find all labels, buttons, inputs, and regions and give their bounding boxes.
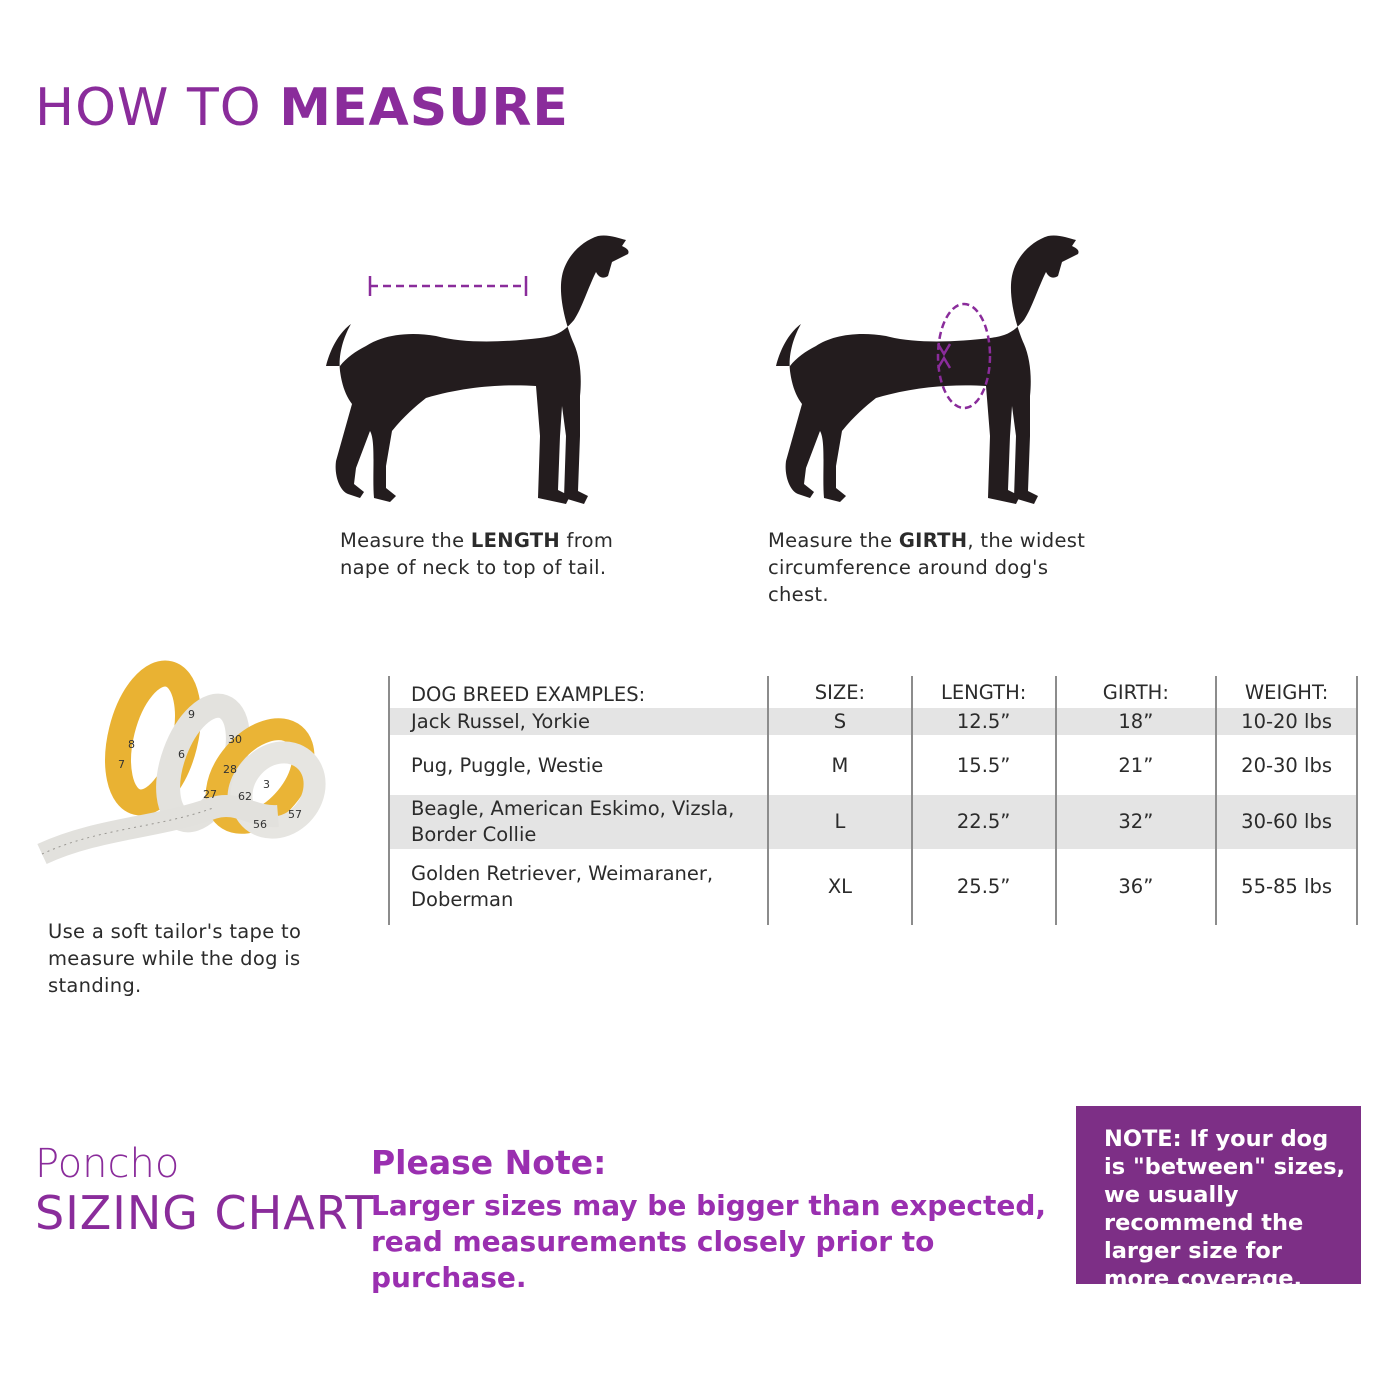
- product-name: Poncho: [35, 1141, 180, 1187]
- table-row: [389, 795, 1357, 849]
- note-title: Please Note:: [371, 1143, 607, 1182]
- dog-silhouette: [776, 235, 1079, 504]
- cell-size: L: [768, 795, 912, 849]
- tape-mark: 62: [238, 790, 252, 803]
- cell-girth: 21”: [1056, 735, 1217, 795]
- header-weight: WEIGHT:: [1216, 676, 1357, 708]
- sizing-chart-label: SIZING CHART: [35, 1186, 375, 1240]
- note-box-text: NOTE: If your dog is "between" sizes, we usually recommend the larger size for more coverage.: [1104, 1126, 1346, 1292]
- dog-girth-illustration: [776, 236, 1078, 508]
- between-sizes-note-box: [1076, 1106, 1361, 1292]
- table-header-row: [389, 676, 1357, 708]
- header-size: SIZE:: [768, 676, 912, 708]
- table-row: [389, 708, 1357, 735]
- tape-mark: 6: [178, 748, 185, 761]
- page-title: [35, 78, 569, 138]
- dog-silhouette: [326, 235, 629, 504]
- tape-mark: 30: [228, 733, 242, 746]
- cell-girth: 18”: [1056, 708, 1217, 735]
- cell-length: 22.5”: [912, 795, 1056, 849]
- cell-girth: 32”: [1056, 795, 1217, 849]
- tape-mark: 9: [188, 708, 195, 721]
- tape-mark: 7: [118, 758, 125, 771]
- header-length: LENGTH:: [912, 676, 1056, 708]
- title-light: HOW TO: [35, 78, 280, 138]
- cell-size: S: [768, 708, 912, 735]
- size-table: [388, 676, 1358, 925]
- cell-length: 12.5”: [912, 708, 1056, 735]
- tape-mark: 27: [203, 788, 217, 801]
- cell-weight: 30-60 lbs: [1216, 795, 1357, 849]
- table-row: [389, 735, 1357, 795]
- tape-measure-icon: [38, 668, 338, 868]
- header-girth: GIRTH:: [1056, 676, 1217, 708]
- dog-length-illustration: [326, 236, 628, 508]
- length-measure-line: [370, 276, 526, 296]
- tape-mark: 28: [223, 763, 237, 776]
- cell-girth: 36”: [1056, 849, 1217, 925]
- tape-caption: Use a soft tailor's tape to measure while the dog is standing.: [48, 920, 302, 997]
- table-row: [389, 849, 1357, 925]
- cell-weight: 20-30 lbs: [1216, 735, 1357, 795]
- girth-caption: Measure the GIRTH, the widest circumference around dog's chest.: [768, 529, 1086, 606]
- cell-size: XL: [768, 849, 912, 925]
- title-strong: MEASURE: [279, 78, 569, 138]
- tape-mark: 56: [253, 818, 267, 831]
- tape-mark: 57: [288, 808, 302, 821]
- cell-length: 15.5”: [912, 735, 1056, 795]
- cell-weight: 55-85 lbs: [1216, 849, 1357, 925]
- cell-breeds: Pug, Puggle, Westie: [389, 735, 768, 795]
- tape-mark: 3: [263, 778, 270, 791]
- tape-mark: 8: [128, 738, 135, 751]
- note-body: Larger sizes may be bigger than expected, read measurements closely prior to purchase.: [371, 1189, 1046, 1294]
- cell-weight: 10-20 lbs: [1216, 708, 1357, 735]
- cell-breeds: Beagle, American Eskimo, Vizsla, Border Collie: [389, 795, 768, 849]
- cell-length: 25.5”: [912, 849, 1056, 925]
- cell-breeds: Golden Retriever, Weimaraner, Doberman: [389, 849, 768, 925]
- cell-size: M: [768, 735, 912, 795]
- length-caption: Measure the LENGTH from nape of neck to top of tail.: [340, 529, 614, 579]
- header-breed: DOG BREED EXAMPLES:: [389, 676, 768, 708]
- cell-breeds: Jack Russel, Yorkie: [389, 708, 768, 735]
